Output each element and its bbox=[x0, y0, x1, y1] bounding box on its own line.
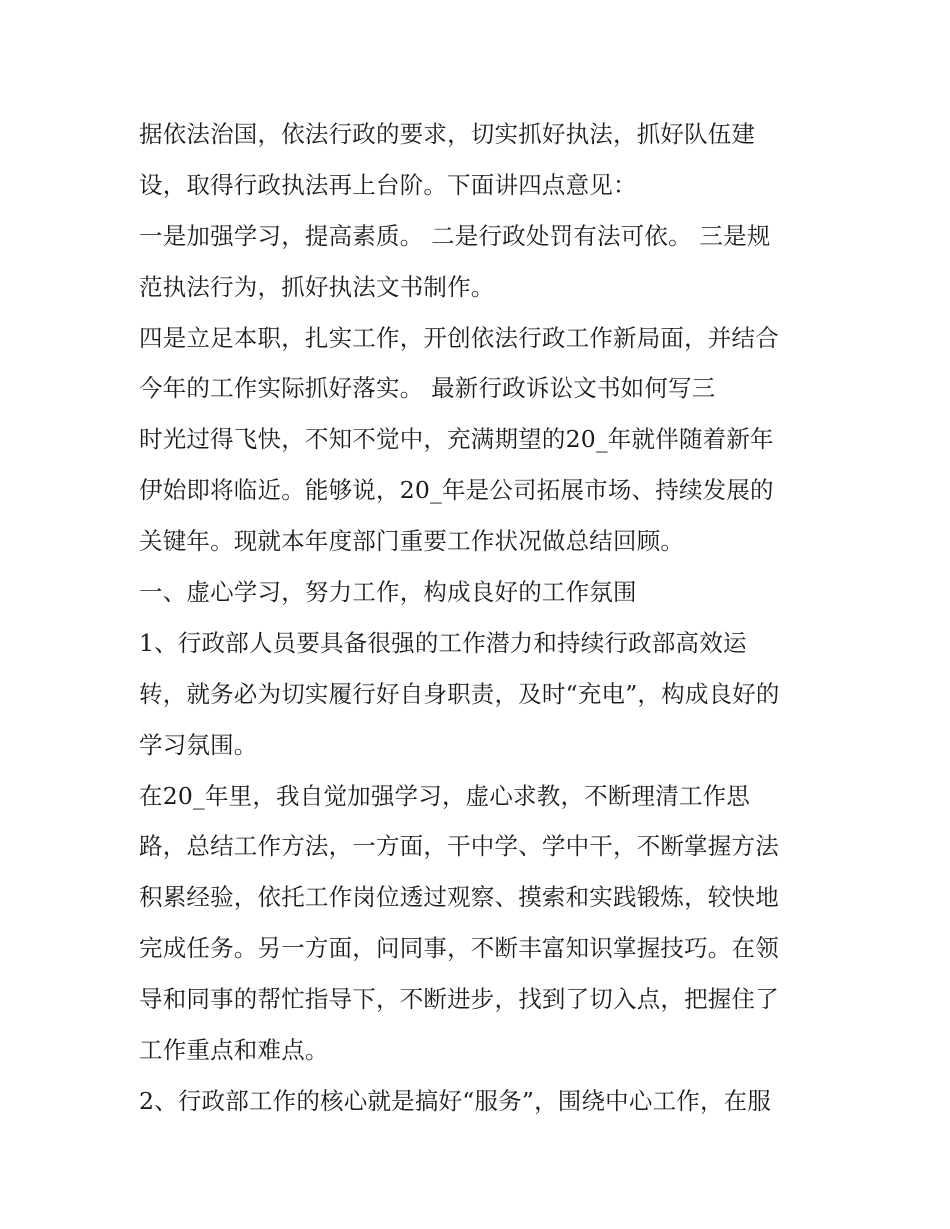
text-line-20: 2、行政部工作的核心就是搞好“服务”，围绕中心工作，在服 bbox=[139, 1086, 772, 1115]
text-line-12: 转，就务必为切实履行好自身职责，及时“充电”，构成良好的 bbox=[139, 679, 780, 708]
text-line-16: 积累经验，依托工作岗位透过观察、摸索和实践锻炼，较快地 bbox=[139, 883, 779, 912]
document-body bbox=[139, 109, 829, 1127]
text-line-13: 学习氛围。 bbox=[139, 730, 258, 759]
text-line-2: 设，取得行政执法再上台阶。下面讲四点意见： bbox=[139, 170, 637, 199]
text-line-6: 今年的工作实际抓好落实。 最新行政诉讼文书如何写三 bbox=[139, 374, 716, 403]
text-line-11: 1、行政部人员要具备很强的工作潜力和持续行政部高效运 bbox=[139, 628, 747, 657]
text-line-14: 在20_年里，我自觉加强学习，虚心求教，不断理清工作思 bbox=[139, 781, 751, 810]
text-line-5: 四是立足本职，扎实工作，开创依法行政工作新局面，并结合 bbox=[139, 323, 779, 352]
text-line-9: 关键年。现就本年度部门重要工作状况做总结回顾。 bbox=[139, 527, 685, 556]
text-line-17: 完成任务。另一方面，问同事，不断丰富知识掌握技巧。在领 bbox=[139, 934, 779, 963]
text-line-19: 工作重点和难点。 bbox=[139, 1036, 329, 1065]
section-heading-1: 一、虚心学习，努力工作，构成良好的工作氛围 bbox=[139, 578, 637, 607]
text-line-18: 导和同事的帮忙指导下，不断进步，找到了切入点，把握住了 bbox=[139, 985, 779, 1014]
text-line-4: 范执法行为，抓好执法文书制作。 bbox=[139, 272, 495, 301]
text-line-8: 伊始即将临近。能够说，20_年是公司拓展市场、持续发展的 bbox=[139, 476, 774, 505]
text-line-3: 一是加强学习，提高素质。 二是行政处罚有法可依。 三是规 bbox=[139, 221, 771, 250]
text-line-15: 路，总结工作方法，一方面，干中学、学中干，不断掌握方法 bbox=[139, 832, 779, 861]
text-line-1: 据依法治国，依法行政的要求，切实抓好执法，抓好队伍建 bbox=[139, 120, 756, 148]
text-line-7: 时光过得飞快，不知不觉中，充满期望的20_年就伴随着新年 bbox=[139, 425, 774, 454]
